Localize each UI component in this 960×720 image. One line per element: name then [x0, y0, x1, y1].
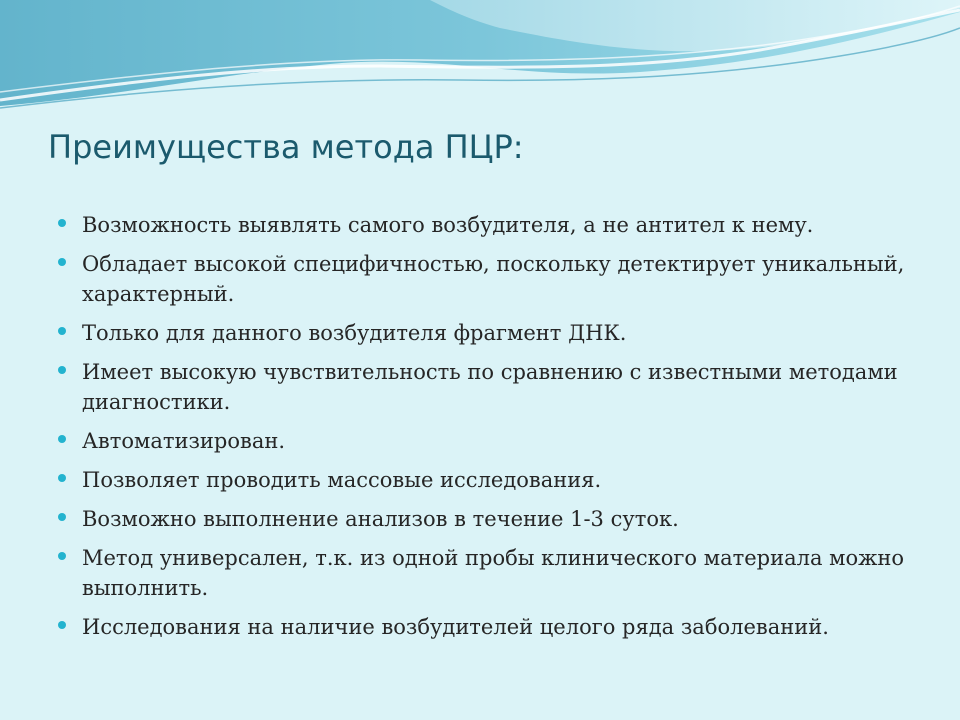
bullet-item — [48, 543, 928, 603]
bullet-item — [48, 465, 928, 495]
bullet-dot-icon — [58, 552, 66, 560]
bullet-item — [48, 318, 928, 348]
bullet-text: Возможно выполнение анализов в течение 1-3 суток. — [82, 507, 679, 531]
bullet-list — [48, 210, 928, 651]
bullet-text: Метод универсален, т.к. из одной пробы клинического материала можно выполнить. — [82, 546, 905, 600]
bullet-dot-icon — [58, 219, 66, 227]
bullet-text: Обладает высокой специфичностью, поскольку детектирует уникальный, характерный. — [82, 252, 905, 306]
bullet-text: Имеет высокую чувствительность по сравнению с известными методами диагностики. — [82, 360, 898, 414]
bullet-item — [48, 426, 928, 456]
bullet-text: Только для данного возбудителя фрагмент ДНК. — [82, 321, 627, 345]
bullet-item — [48, 249, 928, 309]
bullet-dot-icon — [58, 327, 66, 335]
bullet-text: Автоматизирован. — [82, 429, 286, 453]
bullet-text: Исследования на наличие возбудителей целого ряда заболеваний. — [82, 615, 829, 639]
bullet-dot-icon — [58, 435, 66, 443]
slide-title: Преимущества метода ПЦР: — [48, 128, 524, 166]
bullet-dot-icon — [58, 513, 66, 521]
bullet-dot-icon — [58, 474, 66, 482]
bullet-text: Возможность выявлять самого возбудителя, а не антител к нему. — [82, 213, 814, 237]
bullet-text: Позволяет проводить массовые исследования. — [82, 468, 602, 492]
bullet-dot-icon — [58, 621, 66, 629]
bullet-item — [48, 357, 928, 417]
bullet-dot-icon — [58, 366, 66, 374]
bullet-dot-icon — [58, 258, 66, 266]
bullet-item — [48, 210, 928, 240]
wave-header-decoration — [0, 0, 960, 120]
bullet-item — [48, 612, 928, 642]
bullet-item — [48, 504, 928, 534]
